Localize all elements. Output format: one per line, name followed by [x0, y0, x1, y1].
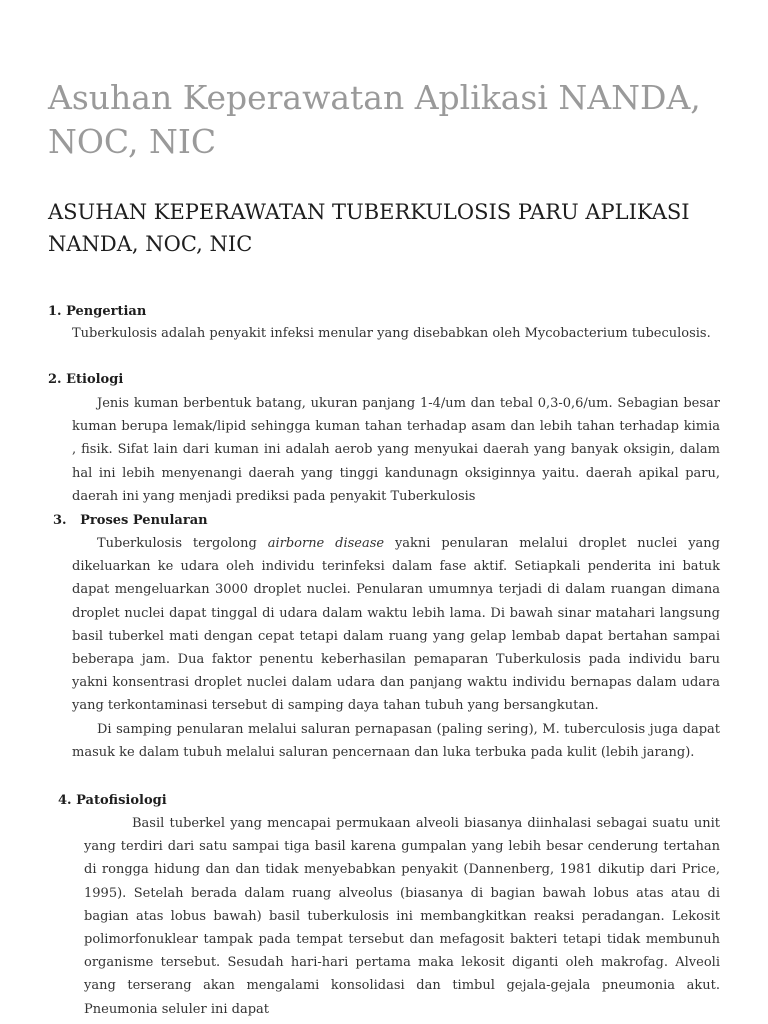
penularan-paragraph-2: Di samping penularan melalui saluran pernapasan (paling sering), M. tuberculosis juga dapat masuk ke dalam tubuh melalui saluran pencernaan dan luka terbuka pada kulit (lebih jarang).: [72, 722, 720, 761]
pengertian-text: Tuberkulosis adalah penyakit infeksi menular yang disebabkan oleh Mycobacterium tubeculosis.: [72, 326, 711, 341]
penularan-text-rest: yakni penularan melalui droplet nuclei yang dikeluarkan ke udara oleh individu terinfeksi dalam fase aktif. Setiapkali penderita ini batuk dapat mengeluarkan 3000 droplet nuclei. Penularan umumnya terjadi di dalam ruangan dimana droplet nuclei dapat tinggal di udara dalam waktu lebih lama. Di bawah sinar matahari langsung basil tuberkel mati dengan cepat tetapi dalam ruang yang gelap lembab dapat bertahan sampai beberapa jam. Dua faktor penentu keberhasilan pemaparan Tuberkulosis pada individu baru yakni konsentrasi droplet nuclei dalam udara dan panjang waktu individu bernapas dalam udara yang terkontaminasi tersebut di samping daya tahan tubuh yang bersangkutan.: [72, 536, 720, 714]
etiologi-text: Jenis kuman berbentuk batang, ukuran panjang 1-4/um dan tebal 0,3-0,6/um. Sebagian besar kuman berupa lemak/lipid sehingga kuman tahan terhadap asam dan lebih tahan terhadap kimia , fisik. Sifat lain dari kuman ini adalah aerob yang menyukai daerah yang banyak oksigin, dalam hal ini lebih menyenangi daerah yang tinggi kandunagn oksiginnya yaitu. daerah apikal paru, daerah ini yang menjadi prediksi pada penyakit Tuberkulosis: [72, 396, 720, 504]
section-heading-penularan: 3. Proses Penularan: [53, 513, 208, 528]
section-heading-pengertian: 1. Pengertian: [48, 304, 147, 319]
section-heading-etiologi: 2. Etiologi: [48, 372, 124, 387]
section-heading-patofisiologi: 4. Patofisiologi: [58, 793, 167, 808]
patofisiologi-text: Basil tuberkel yang mencapai permukaan alveoli biasanya diinhalasi sebagai suatu unit yang terdiri dari satu sampai tiga basil karena gumpalan yang lebih besar cenderung tertahan di rongga hidung dan dan tidak menyebabkan penyakit (Dannenberg, 1981 dikutip dari Price, 1995). Setelah berada dalam ruang alveolus (biasanya di bagian bawah lobus atas atau di bagian atas lobus bawah) basil tuberkulosis ini membangkitkan reaksi peradangan. Lekosit polimorfonuklear tampak pada tempat tersebut dan mefagosit bakteri tetapi tidak membunuh organisme tersebut. Sesudah hari-hari pertama maka lekosit diganti oleh makrofag. Alveoli yang terserang akan mengalami konsolidasi dan timbul gejala-gejala pneumonia akut. Pneumonia seluler ini dapat: [84, 816, 720, 1017]
penularan-paragraph-1: [72, 532, 720, 718]
penularan-text-start: Tuberkulosis tergolong: [97, 536, 268, 551]
post-title: ASUHAN KEPERAWATAN TUBERKULOSIS PARU APLIKASI NANDA, NOC, NIC: [48, 200, 690, 256]
penularan-italic-term: airborne disease: [267, 536, 385, 551]
blog-title[interactable]: Asuhan Keperawatan Aplikasi NANDA, NOC, NIC: [48, 78, 701, 161]
